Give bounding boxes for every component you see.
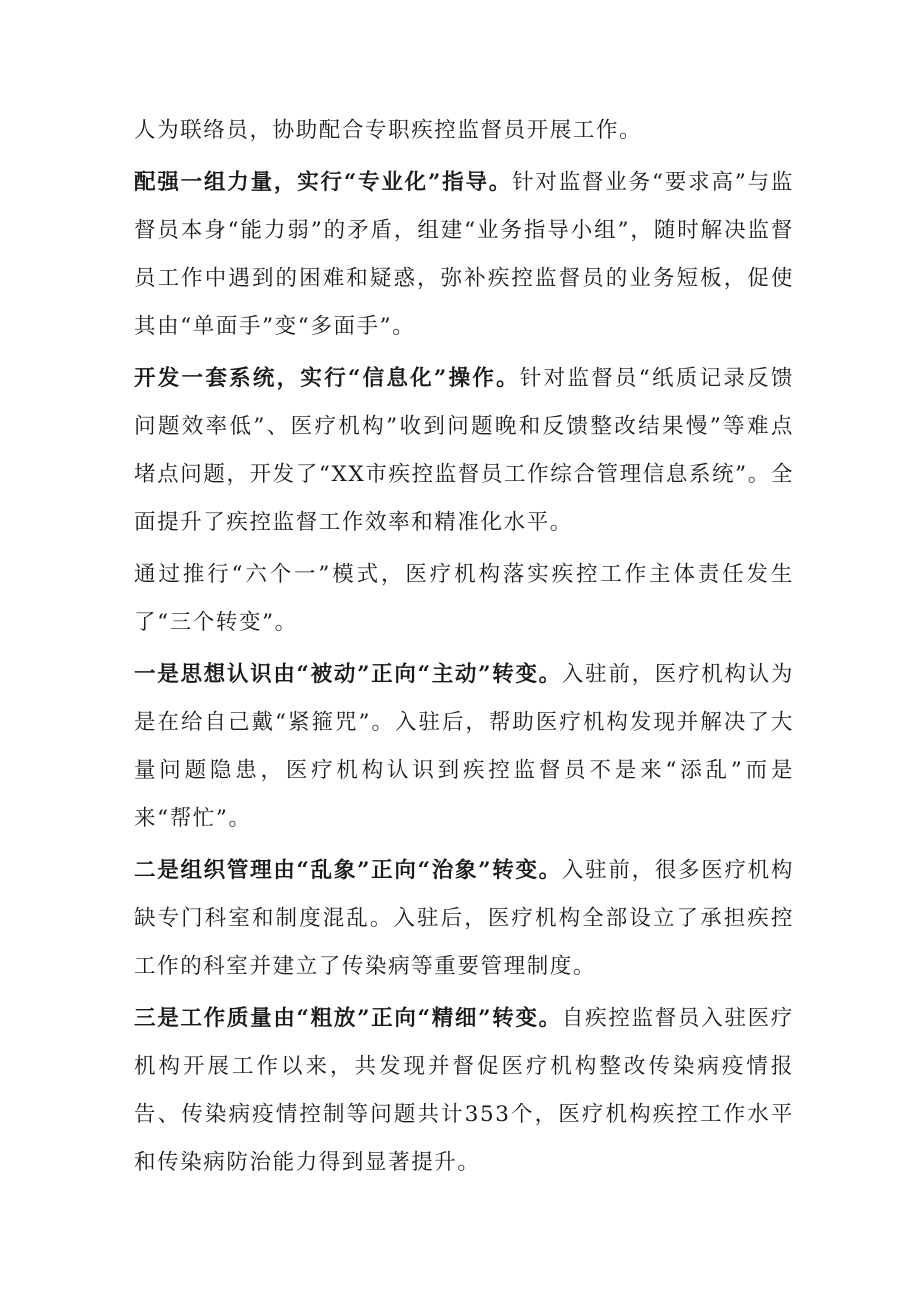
- paragraph-2: [134, 159, 794, 351]
- paragraph-lead: 二是组织管理由“乱象”正向“治象”转变。: [134, 858, 562, 883]
- document-body: [134, 107, 794, 1191]
- paragraph-lead: 一是思想认识由“被动”正向“主动”转变。: [134, 662, 562, 687]
- paragraph-3: [134, 355, 794, 547]
- paragraph-text: 人为联络员，协助配合专职疾控监督员开展工作。: [134, 118, 643, 143]
- paragraph-text: 针对监督业务“要求高”与监督员本身“能力弱”的矛盾，组建“业务指导小组”，随时解决监督员工作中遇到的困难和疑惑，弥补疾控监督员的业务短板，促使其由“单面手”变“多面手”。: [134, 170, 794, 339]
- paragraph-text: 入驻前，很多医疗机构缺专门科室和制度混乱。入驻后，医疗机构全部设立了承担疾控工作的科室并建立了传染病等重要管理制度。: [134, 858, 794, 979]
- paragraph-text: 自疾控监督员入驻医疗机构开展工作以来，共发现并督促医疗机构整改传染病疫情报告、传染病疫情控制等问题共计353个，医疗机构疾控工作水平和传染病防治能力得到显著提升。: [134, 1006, 794, 1175]
- paragraph-6: [134, 847, 794, 991]
- paragraph-text: 入驻前，医疗机构认为是在给自己戴“紧箍咒”。入驻后，帮助医疗机构发现并解决了大量问题隐患，医疗机构认识到疾控监督员不是来“添乱”而是来“帮忙”。: [134, 662, 794, 831]
- paragraph-lead: 开发一套系统，实行“信息化”操作。: [134, 366, 520, 391]
- paragraph-4: [134, 551, 794, 647]
- paragraph-1: [134, 107, 794, 155]
- paragraph-5: [134, 651, 794, 843]
- paragraph-7: [134, 995, 794, 1187]
- paragraph-text: 针对监督员“纸质记录反馈问题效率低”、医疗机构”收到问题晚和反馈整改结果慢”等难点堵点问题，开发了“XX市疾控监督员工作综合管理信息系统”。全面提升了疾控监督工作效率和精准化水平。: [134, 366, 794, 535]
- paragraph-text: 通过推行“六个一”模式，医疗机构落实疾控工作主体责任发生了“三个转变”。: [134, 562, 794, 635]
- paragraph-lead: 配强一组力量，实行“专业化”指导。: [134, 170, 513, 195]
- paragraph-lead: 三是工作质量由“粗放”正向“精细”转变。: [134, 1006, 562, 1031]
